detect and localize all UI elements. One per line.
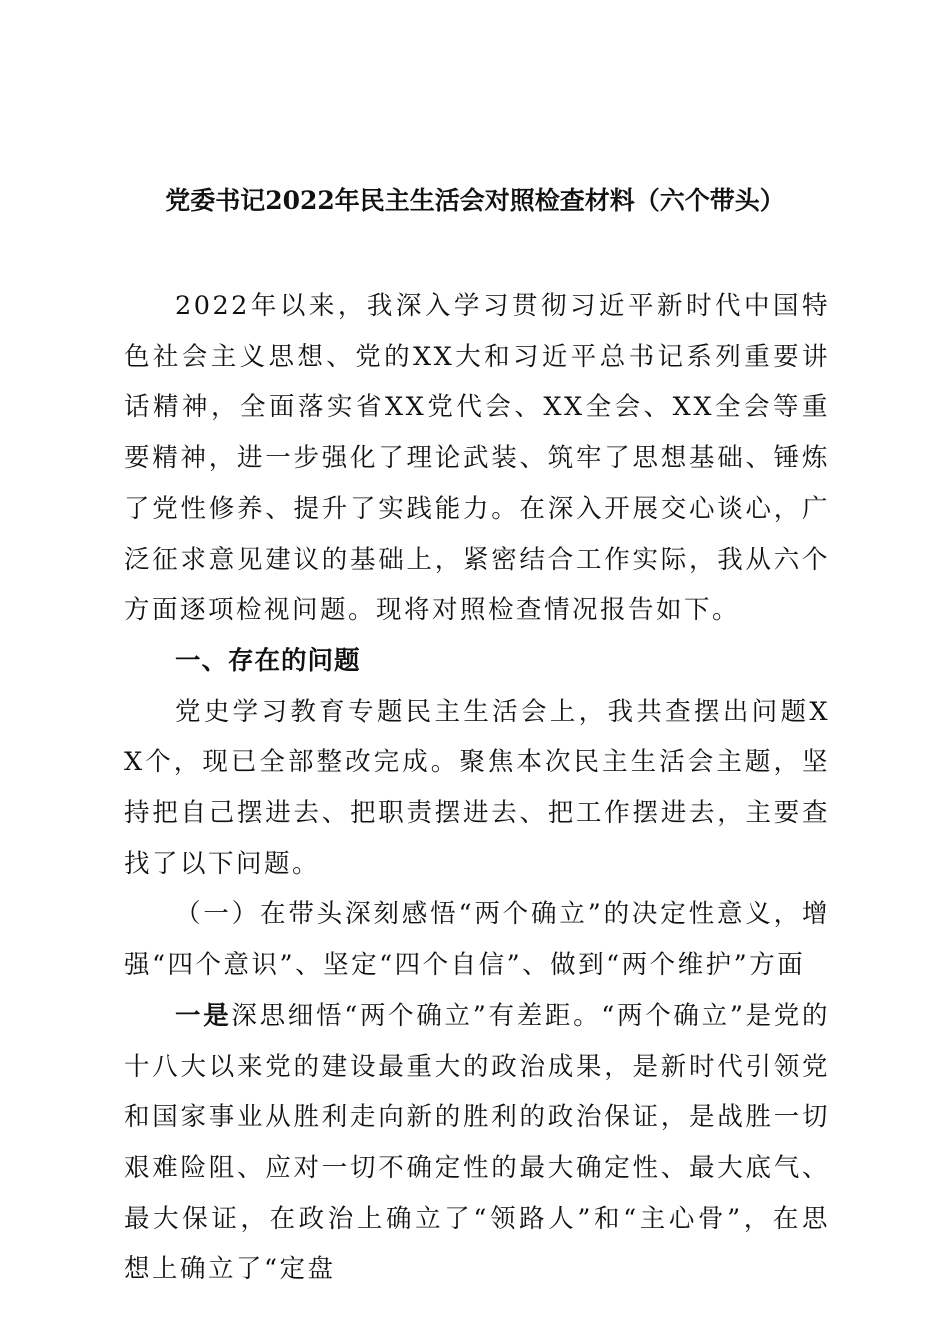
point-lead-label: 一是 [175, 1000, 232, 1031]
section-body-paragraph: 党史学习教育专题民主生活会上，我共查摆出问题XX个，现已全部整改完成。聚焦本次民主生活会主题，坚持把自己摆进去、把职责摆进去、把工作摆进去，主要查找了以下问题。 [124, 696, 830, 879]
section-heading-problems: 一、存在的问题 [175, 645, 361, 676]
document-body [124, 281, 830, 1295]
document-title: 党委书记2022年民主生活会对照检查材料（六个带头） [165, 186, 785, 215]
point-paragraph-1 [124, 991, 830, 1295]
subsection-heading-1: （一）在带头深刻感悟“两个确立”的决定性意义，增强“四个意识”、坚定“四个自信”、做到“两个维护”方面 [124, 899, 830, 981]
point-body-text: 深思细悟“两个确立”有差距。“两个确立”是党的十八大以来党的建设最重大的政治成果，是新时代引领党和国家事业从胜利走向新的胜利的政治保证，是战胜一切艰难险阻、应对一切不确定性的最大确定性、最大底气、最大保证，在政治上确立了“领路人”和“主心骨”，在思想上确立了“定盘 [124, 1000, 830, 1285]
intro-paragraph: 2022年以来，我深入学习贯彻习近平新时代中国特色社会主义思想、党的XX大和习近平总书记系列重要讲话精神，全面落实省XX党代会、XX全会、XX全会等重要精神，进一步强化了理论武装、筑牢了思想基础、锤炼了党性修养、提升了实践能力。在深入开展交心谈心，广泛征求意见建议的基础上，紧密结合工作实际，我从六个方面逐项检视问题。现将对照检查情况报告如下。 [124, 291, 830, 626]
